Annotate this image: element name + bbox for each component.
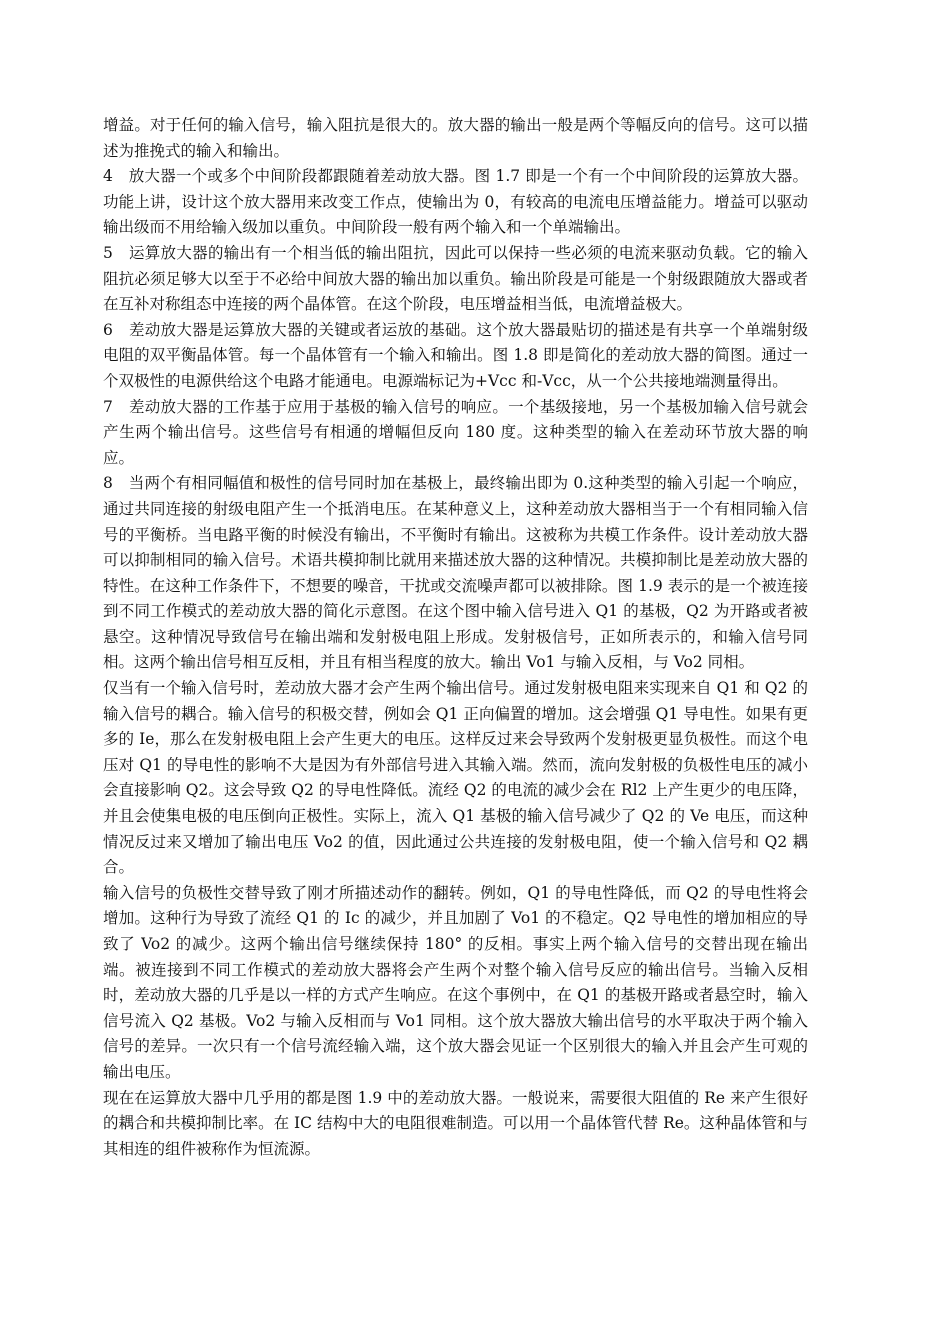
paragraph-constant-current-source: 现在在运算放大器中几乎用的都是图 1.9 中的差动放大器。一般说来，需要很大阻值的 Re 来产生很好的耦合和共模抑制比率。在 IC 结构中大的电阻很难制造。可以用一个晶体管代替 Re。这种晶体管和与其相连的组件被称作为恒流源。 — [103, 1088, 808, 1158]
paragraph-item-6: 6 差动放大器是运算放大器的关键或者运放的基础。这个放大器最贴切的描述是有共享一个单端射级电阻的双平衡晶体管。每一个晶体管有一个输入和输出。图 1.8 即是简化的差动放大器的简图。通过一个双极性的电源供给这个电路才能通电。电源端标记为+Vcc 和-Vcc，从一个公共接地端测量得出。 — [103, 320, 808, 390]
paragraph-negative-alternation: 输入信号的负极性交替导致了刚才所描述动作的翻转。例如，Q1 的导电性降低，而 Q2 的导电性将会增加。这种行为导致了流经 Q1 的 Ic 的减少，并且加剧了 Vo1 的不稳定。Q2 导电性的增加相应的导致了 Vo2 的减少。这两个输出信号继续保持 180° 的反相。事实上两个输入信号的交替出现在输出端。被连接到不同工作模式的差动放大器将会产生两个对整个输入信号反应的输出信号。当输入反相时，差动放大器的几乎是以一样的方式产生响应。在这个事例中，在 Q1 的基极开路或者悬空时，输入信号流入 Q2 基极。Vo2 与输入反相而与 Vo1 同相。这个放大器放大输出信号的水平取决于两个输入信号的差异。一次只有一个信号流经输入端，这个放大器会见证一个区别很大的输入并且会产生可观的输出电压。 — [103, 883, 808, 1081]
paragraph-item-7: 7 差动放大器的工作基于应用于基极的输入信号的响应。一个基级接地，另一个基极加输入信号就会产生两个输出信号。这些信号有相通的增幅但反向 180 度。这种类型的输入在差动环节放大器的响应。 — [103, 397, 808, 467]
paragraph-item-8: 8 当两个有相同幅值和极性的信号同时加在基极上，最终输出即为 0.这种类型的输入引起一个响应，通过共同连接的射级电阻产生一个抵消电压。在某种意义上，这种差动放大器相当于一个有相同输入信号的平衡桥。当电路平衡的时候没有输出，不平衡时有输出。这被称为共模工作条件。设计差动放大器可以抑制相同的输入信号。术语共模抑制比就用来描述放大器的这种情况。共模抑制比是差动放大器的特性。在这种工作条件下，不想要的噪音，干扰或交流噪声都可以被排除。图 1.9 表示的是一个被连接到不同工作模式的差动放大器的简化示意图。在这个图中输入信号进入 Q1 的基极，Q2 为开路或者被悬空。这种情况导致信号在输出端和发射极电阻上形成。发射极信号，正如所表示的，和输入信号同相。这两个输出信号相互反相，并且有相当程度的放大。输出 Vo1 与输入反相，与 Vo2 同相。 — [103, 474, 808, 672]
paragraph-gain-continuation: 增益。对于任何的输入信号，输入阻抗是很大的。放大器的输出一般是两个等幅反向的信号。这可以描述为推挽式的输入和输出。 — [103, 116, 808, 160]
paragraph-single-input: 仅当有一个输入信号时，差动放大器才会产生两个输出信号。通过发射极电阻来实现来自 Q1 和 Q2 的输入信号的耦合。输入信号的积极交替，例如会 Q1 正向偏置的增加。这会增强 Q1 导电性。如果有更多的 Ie，那么在发射极电阻上会产生更大的电压。这样反过来会导致两个发射极更显负极性。而这个电压对 Q1 的导电性的影响不大是因为有外部信号进入其输入端。然而，流向发射极的负极性电压的减小会直接影响 Q2。这会导致 Q2 的导电性降低。流经 Q2 的电流的减少会在 Rl2 上产生更少的电压降，并且会使集电极的电压倒向正极性。实际上，流入 Q1 基极的输入信号减少了 Q2 的 Ve 电压，而这种情况反过来又增加了输出电压 Vo2 的值，因此通过公共连接的发射极电阻，使一个输入信号和 Q2 耦合。 — [103, 679, 808, 877]
document-body — [103, 113, 808, 1162]
paragraph-item-4: 4 放大器一个或多个中间阶段都跟随着差动放大器。图 1.7 即是一个有一个中间阶段的运算放大器。功能上讲，设计这个放大器用来改变工作点，使输出为 0，有较高的电流电压增益能力。增益可以驱动输出级而不用给输入级加以重负。中间阶段一般有两个输入和一个单端输出。 — [103, 167, 808, 237]
paragraph-item-5: 5 运算放大器的输出有一个相当低的输出阻抗，因此可以保持一些必须的电流来驱动负载。它的输入阻抗必须足够大以至于不必给中间放大器的输出加以重负。输出阶段是可能是一个射级跟随放大器或者在互补对称组态中连接的两个晶体管。在这个阶段，电压增益相当低，电流增益极大。 — [103, 243, 808, 314]
